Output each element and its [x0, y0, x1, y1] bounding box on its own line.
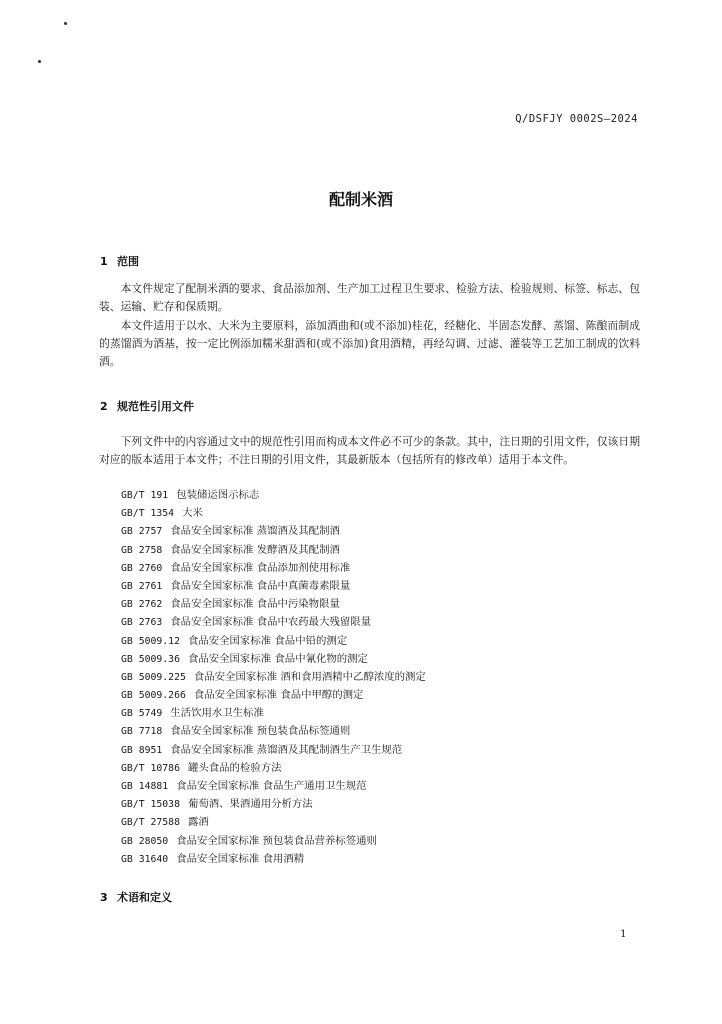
- reference-item: [121, 650, 426, 668]
- page-number: 1: [620, 928, 627, 940]
- reference-item: [121, 632, 426, 650]
- reference-title: 食品安全国家标准 食品中甲醇的测定: [193, 689, 364, 702]
- reference-title: 葡萄酒、果酒通用分析方法: [187, 798, 313, 811]
- reference-item: [121, 813, 426, 831]
- reference-item: [121, 595, 426, 613]
- reference-title: 食品安全国家标准 食用酒精: [176, 852, 305, 865]
- scan-speck: [38, 60, 41, 63]
- section-title: 范围: [117, 255, 139, 268]
- reference-title: 食品安全国家标准 酒和食用酒精中乙醇浓度的测定: [193, 670, 426, 683]
- reference-item: [121, 541, 426, 559]
- reference-title: 包装储运图示标志: [176, 489, 260, 501]
- reference-title: 生活饮用水卫生标准: [170, 707, 264, 720]
- section-number: 1: [100, 255, 108, 268]
- document-title: 配制米酒: [328, 190, 393, 209]
- reference-code: GB 2757: [121, 526, 163, 538]
- reference-item: [121, 759, 426, 777]
- reference-code: GB 2760: [121, 562, 163, 574]
- reference-item: [121, 777, 426, 795]
- reference-code: GB 2761: [121, 580, 163, 592]
- reference-item: [121, 832, 426, 850]
- section-number: 2: [100, 400, 108, 413]
- reference-title: 食品安全国家标准 食品中铅的测定: [187, 634, 348, 647]
- reference-title: 食品安全国家标准 发酵酒及其配制酒: [170, 543, 340, 556]
- reference-code: GB 31640: [121, 853, 169, 865]
- scan-speck: [64, 22, 67, 25]
- reference-title: 食品安全国家标准 食品中氰化物的测定: [187, 652, 368, 665]
- reference-code: GB 2763: [121, 617, 163, 629]
- reference-item: [121, 486, 426, 504]
- section-3-heading: [100, 889, 172, 905]
- reference-code: GB/T 191: [121, 490, 169, 501]
- section-2-paragraph-1: 下列文件中的内容通过文中的规范性引用而构成本文件必不可少的条款。其中，注日期的引用文件，仅该日期对应的版本适用于本文件；不注日期的引用文件，其最新版本（包括所有的修改单）适用于本文件。: [99, 435, 640, 466]
- section-title: 术语和定义: [117, 891, 172, 904]
- reference-item: [121, 613, 426, 631]
- reference-item: [121, 504, 426, 522]
- section-1-paragraph-2: 本文件适用于以水、大米为主要原料，添加酒曲和(或不添加)桂花，经糖化、半固态发酵、蒸馏、陈酿而制成的蒸馏酒为酒基，按一定比例添加糯米甜酒和(或不添加)食用酒精，再经勾调、过滤、灌装等工艺加工制成的饮料酒。: [99, 319, 640, 368]
- reference-code: GB 14881: [121, 781, 169, 792]
- reference-title: 食品安全国家标准 蒸馏酒及其配制酒生产卫生规范: [170, 743, 403, 756]
- reference-item: [121, 795, 426, 813]
- reference-title: 食品安全国家标准 预包装食品营养标签通则: [176, 834, 377, 847]
- reference-title: 食品安全国家标准 食品中农药最大残留限量: [170, 616, 372, 629]
- reference-code: GB 28050: [121, 835, 169, 847]
- reference-title: 食品安全国家标准 食品中真菌毒素限量: [170, 579, 351, 592]
- reference-title: 食品安全国家标准 蒸馏酒及其配制酒: [170, 525, 340, 538]
- reference-item: [121, 850, 426, 868]
- reference-code: GB 5009.225: [121, 671, 186, 683]
- section-1-paragraph-1: 本文件规定了配制米酒的要求、食品添加剂、生产加工过程卫生要求、检验方法、检验规则、标签、标志、包装、运输、贮存和保质期。: [99, 282, 640, 313]
- reference-item: [121, 522, 426, 540]
- reference-title: 食品安全国家标准 预包装食品标签通则: [170, 725, 351, 738]
- reference-item: [121, 559, 426, 577]
- reference-code: GB 2758: [121, 544, 163, 556]
- reference-title: 露酒: [187, 816, 209, 829]
- reference-item: [121, 686, 426, 704]
- reference-code: GB/T 1354: [121, 508, 175, 520]
- reference-item: [121, 722, 426, 740]
- reference-item: [121, 704, 426, 722]
- section-number: 3: [100, 891, 108, 904]
- reference-code: GB 7718: [121, 726, 163, 738]
- reference-code: GB/T 15038: [121, 799, 180, 811]
- reference-title: 食品安全国家标准 食品生产通用卫生规范: [176, 780, 367, 792]
- section-1-heading: [100, 253, 139, 269]
- normative-reference-list: [121, 486, 426, 868]
- reference-code: GB 2762: [121, 599, 163, 611]
- reference-code: GB 5009.12: [121, 635, 180, 647]
- reference-item: [121, 668, 426, 686]
- reference-item: [121, 741, 426, 759]
- reference-code: GB 5009.266: [121, 690, 186, 702]
- section-title: 规范性引用文件: [117, 400, 194, 413]
- reference-code: GB/T 27588: [121, 817, 180, 829]
- reference-title: 食品安全国家标准 食品中污染物限量: [170, 598, 340, 611]
- reference-code: GB 5749: [121, 708, 163, 720]
- reference-title: 食品安全国家标准 食品添加剂使用标准: [170, 561, 351, 574]
- section-2-heading: [100, 398, 194, 414]
- reference-title: 大米: [182, 507, 203, 520]
- reference-code: GB/T 10786: [121, 762, 180, 774]
- reference-code: GB 8951: [121, 744, 163, 756]
- reference-title: 罐头食品的检验方法: [187, 761, 282, 774]
- document-code: Q/DSFJY 0002S—2024: [515, 113, 638, 125]
- reference-code: GB 5009.36: [121, 653, 180, 665]
- reference-item: [121, 577, 426, 595]
